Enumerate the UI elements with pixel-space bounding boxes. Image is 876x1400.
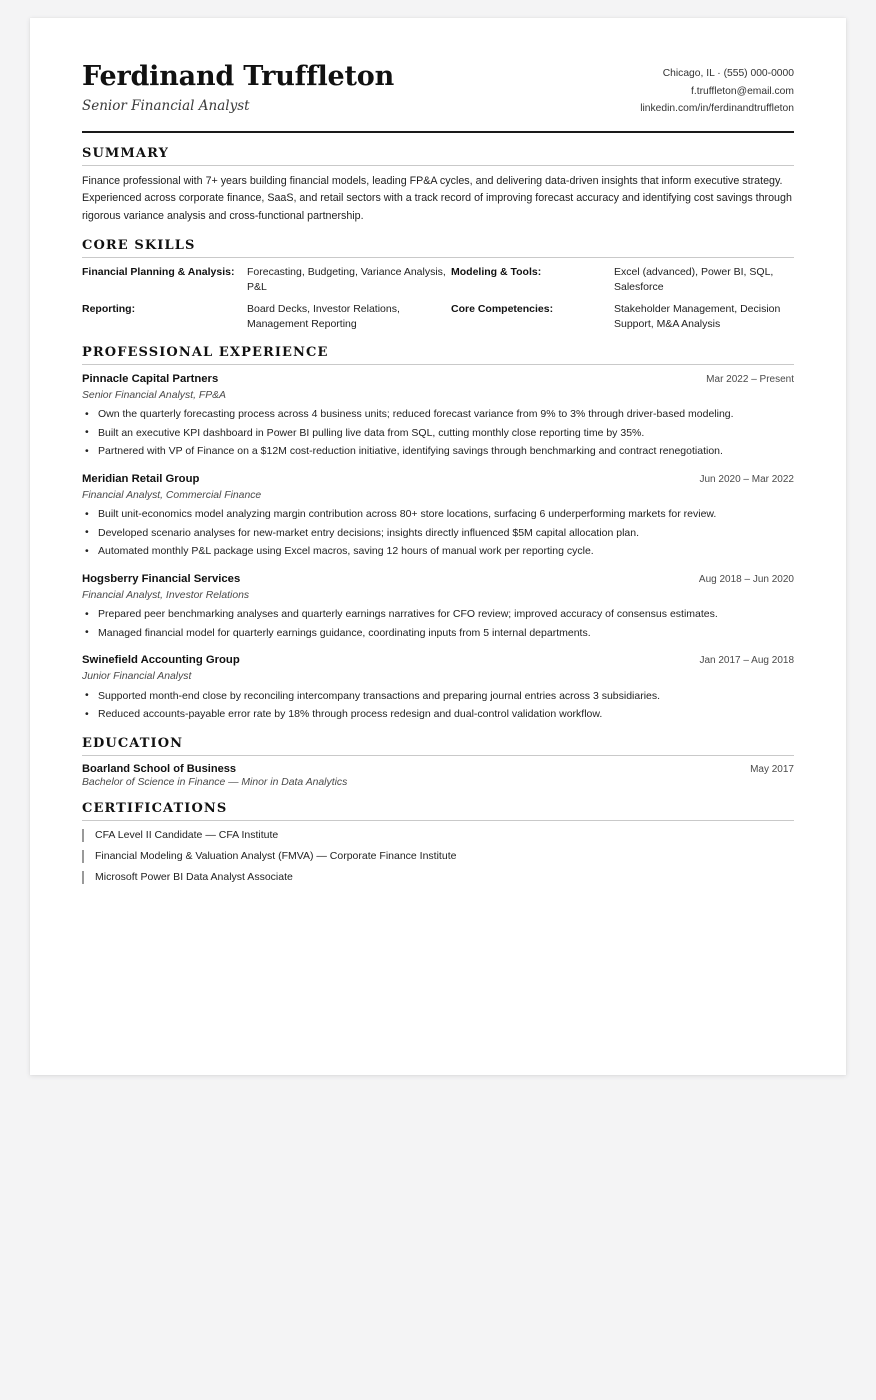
section-heading-experience: PROFESSIONAL EXPERIENCE	[82, 344, 329, 360]
skill-label: Financial Planning & Analysis:	[82, 266, 235, 279]
experience-entry-header	[82, 372, 794, 387]
employer-name: Meridian Retail Group	[82, 472, 200, 485]
certification-item: Financial Modeling & Valuation Analyst (FMVA) — Corporate Finance Institute	[82, 849, 794, 864]
resume-header	[82, 60, 794, 118]
employment-role: Financial Analyst, Commercial Finance	[82, 490, 262, 502]
skill-value: Forecasting, Budgeting, Variance Analysis, P&L	[247, 266, 446, 294]
experience-bullet: • Own the quarterly forecasting process across 4 business units; reduced forecast variance from 9% to 3% through driver-based modeling.	[82, 407, 794, 423]
certification-item: Microsoft Power BI Data Analyst Associate	[82, 870, 794, 885]
experience-bullet: • Developed scenario analyses for new-market entry decisions; insights directly influenced $5M capital allocation plan.	[82, 526, 794, 542]
skill-value: Stakeholder Management, Decision Support, M&A Analysis	[614, 302, 781, 330]
section-rule-education	[82, 755, 794, 756]
contact-block	[640, 60, 794, 118]
graduation-date: May 2017	[750, 763, 794, 775]
section-experience	[82, 345, 794, 723]
section-rule-experience	[82, 364, 794, 365]
identity-block	[82, 60, 394, 114]
contact-linkedin[interactable]: linkedin.com/in/ferdinandtruffleton	[640, 103, 794, 115]
experience-bullet: • Automated monthly P&L package using Excel macros, saving 12 hours of manual work per reporting cycle.	[82, 544, 794, 560]
experience-entry	[82, 372, 794, 460]
section-rule-core-skills	[82, 257, 794, 258]
candidate-name: Ferdinand Truffleton	[82, 61, 395, 92]
experience-bullet: • Partnered with VP of Finance on a $12M cost-reduction initiative, identifying savings through benchmarking and contract renegotiation.	[82, 444, 794, 460]
summary-paragraph: Finance professional with 7+ years building financial models, leading FP&A cycles, and delivering data-driven insights that inform executive strategy. Experienced across corporate finance, SaaS, and retail sectors with a track record of improving forecast accuracy and identifying cost savings through rigorous variance analysis and cross-functional partnership.	[82, 175, 792, 222]
skill-value: Board Decks, Investor Relations, Management Reporting	[247, 302, 400, 330]
employment-role: Financial Analyst, Investor Relations	[82, 590, 250, 602]
experience-entry	[82, 653, 794, 722]
experience-bullet: • Built an executive KPI dashboard in Power BI pulling live data from SQL, cutting monthly close reporting time by 35%.	[82, 426, 794, 442]
candidate-title: Senior Financial Analyst	[82, 98, 250, 115]
employment-dates: Aug 2018 – Jun 2020	[698, 573, 794, 585]
experience-bullets	[82, 407, 794, 460]
contact-location-phone: Chicago, IL · (555) 000-0000	[662, 68, 794, 79]
employer-name: Hogsberry Financial Services	[82, 572, 241, 585]
contact-email[interactable]: f.truffleton@email.com	[691, 85, 794, 97]
section-heading-education: EDUCATION	[82, 735, 184, 751]
skill-label: Modeling & Tools:	[451, 266, 542, 279]
experience-entry-header	[82, 572, 794, 587]
resume-page	[30, 18, 846, 1075]
experience-entry	[82, 472, 794, 560]
employer-name: Swinefield Accounting Group	[82, 654, 240, 667]
education-entry-header	[82, 763, 794, 775]
employment-role: Senior Financial Analyst, FP&A	[82, 390, 226, 402]
experience-bullet: • Built unit-economics model analyzing margin contribution across 80+ store locations, surfacing 6 underperforming markets for review.	[82, 507, 794, 523]
experience-bullets	[82, 607, 794, 641]
certification-list	[82, 828, 794, 886]
experience-bullet: • Managed financial model for quarterly earnings guidance, coordinating inputs from 5 internal departments.	[82, 626, 794, 642]
employment-dates: Mar 2022 – Present	[706, 373, 794, 385]
experience-bullets	[82, 689, 794, 723]
skill-value: Excel (advanced), Power BI, SQL, Salesforce	[614, 266, 774, 294]
experience-entry-header	[82, 653, 794, 668]
header-divider	[82, 131, 794, 133]
degree-name: Bachelor of Science in Finance — Minor in Data Analytics	[82, 776, 348, 788]
experience-bullet: • Reduced accounts-payable error rate by 18% through process redesign and dual-control validation workflow.	[82, 707, 794, 723]
skill-label: Reporting:	[82, 302, 136, 315]
experience-entry	[82, 572, 794, 641]
section-education	[82, 736, 794, 788]
employment-dates: Jan 2017 – Aug 2018	[699, 655, 794, 667]
core-skills-grid	[82, 265, 794, 332]
section-core-skills	[82, 238, 794, 332]
section-heading-certifications: CERTIFICATIONS	[82, 800, 228, 816]
experience-bullet: • Supported month-end close by reconciling intercompany transactions and preparing journal entries across 3 subsidiaries.	[82, 689, 794, 705]
employment-role: Junior Financial Analyst	[82, 671, 192, 683]
section-heading-summary: SUMMARY	[82, 146, 169, 162]
section-summary	[82, 146, 794, 225]
certification-item: CFA Level II Candidate — CFA Institute	[82, 828, 794, 843]
experience-entry-header	[82, 472, 794, 487]
experience-bullets	[82, 507, 794, 560]
section-rule-certifications	[82, 820, 794, 821]
employer-name: Pinnacle Capital Partners	[82, 372, 219, 385]
section-rule-summary	[82, 165, 794, 166]
section-certifications	[82, 801, 794, 886]
experience-bullet: • Prepared peer benchmarking analyses and quarterly earnings narratives for CFO review; improved accuracy of consensus estimates.	[82, 607, 794, 623]
school-name: Boarland School of Business	[82, 762, 237, 775]
section-heading-core-skills: CORE SKILLS	[82, 238, 196, 254]
employment-dates: Jun 2020 – Mar 2022	[699, 473, 794, 485]
skill-label: Core Competencies:	[451, 302, 554, 315]
